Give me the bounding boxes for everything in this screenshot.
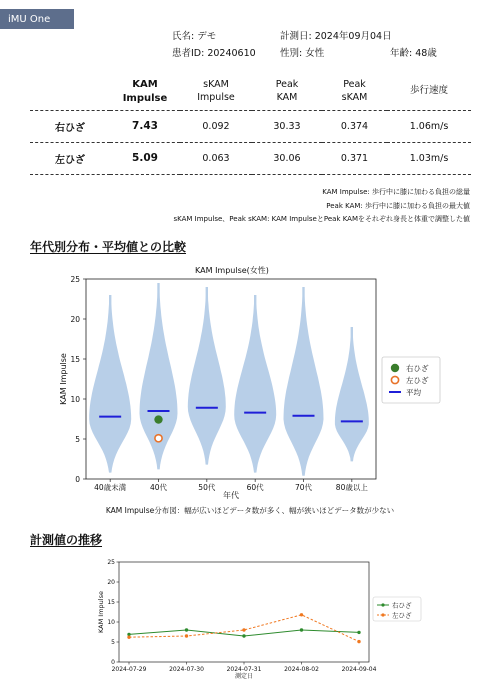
x-axis-label: 測定日 [234, 673, 254, 680]
y-tick-label: 0 [111, 659, 115, 667]
x-tick-label: 60代 [246, 483, 264, 492]
x-axis-label: 年代 [223, 491, 239, 500]
walking-speed-value: 1.06m/s [387, 110, 471, 142]
y-tick-label: 15 [107, 599, 115, 607]
x-tick-label: 80歳以上 [335, 483, 368, 492]
violin-caption: KAM Impulse分布図：幅が広いほどデータ数が多く、幅が狭いほどデータ数が少ない [105, 506, 395, 515]
row-label: 左ひざ [30, 142, 110, 174]
chart-legend [373, 597, 421, 621]
y-axis-label: KAM Impulse [97, 591, 105, 633]
y-tick-label: 20 [70, 314, 80, 324]
section-title-distribution: 年代別分布・平均値との比較 [30, 240, 187, 254]
violin-shape [188, 287, 226, 465]
y-tick-label: 15 [70, 354, 80, 364]
violin-shape [284, 287, 324, 476]
legend-right-knee-marker [391, 364, 399, 372]
skam-impulse-value: 0.092 [180, 110, 252, 142]
measure-date: 計測日: 2024年09月04日 [280, 31, 392, 42]
header-empty [30, 74, 110, 110]
legend-mean-label: 平均 [406, 388, 421, 397]
header-skam-impulse: sKAM Impulse [197, 78, 235, 103]
legend-left-knee-label: 左ひざ [406, 376, 429, 385]
peak-skam-value: 0.374 [322, 110, 387, 142]
peak-kam-value: 30.33 [252, 110, 322, 142]
patient-age: 年齢: 48歳 [390, 48, 437, 59]
trend-line-chart [0, 554, 500, 694]
header-peak-kam: Peak KAM [275, 78, 299, 103]
legend-left-knee-marker [381, 613, 384, 616]
right-knee-point [300, 628, 303, 631]
kam-impulse-value: 5.09 [110, 142, 180, 174]
legend-right-knee-label: 右ひざ [406, 364, 429, 373]
note-skam: sKAM Impulse、Peak sKAM: KAM ImpulseとPeak KAMをそれぞれ身長と体重で調整した値 [173, 215, 470, 223]
table-row-left-knee [30, 142, 471, 174]
section-title-trend: 計測値の推移 [30, 533, 103, 547]
violin-shape [335, 327, 369, 461]
y-tick-label: 5 [111, 639, 115, 647]
walking-speed-value: 1.03m/s [387, 142, 471, 174]
x-tick-label: 2024-09-04 [341, 666, 377, 673]
y-tick-label: 0 [75, 474, 80, 484]
header-kam-impulse: KAM Impulse [122, 79, 168, 104]
x-tick-label: 2024-07-31 [226, 666, 262, 673]
patient-id: 患者ID: 20240610 [172, 48, 256, 59]
violin-chart [0, 262, 500, 537]
chart-title: KAM Impulse(女性) [195, 266, 269, 275]
patient-name: 氏名: デモ [172, 31, 217, 42]
y-tick-label: 25 [70, 274, 80, 284]
note-peak-kam: Peak KAM: 歩行中に膝に加わる負担の最大値 [326, 201, 470, 210]
plot-frame [119, 562, 369, 662]
x-tick-label: 40代 [149, 483, 168, 492]
right-knee-point [242, 634, 245, 637]
definitions-notes [173, 186, 470, 227]
left-knee-point [300, 613, 303, 616]
x-tick-label: 70代 [294, 483, 313, 492]
header-walking-speed: 歩行速度 [409, 85, 448, 97]
note-kam-impulse: KAM Impulse: 歩行中に膝に加わる負担の総量 [322, 188, 470, 196]
left-knee-point [357, 640, 360, 643]
x-tick-label: 2024-07-30 [169, 666, 204, 673]
skam-impulse-value: 0.063 [180, 142, 252, 174]
legend-right-knee-label: 右ひざ [392, 601, 412, 610]
left-knee-point [242, 628, 245, 631]
kam-results-table [30, 74, 471, 175]
violin-shape [89, 295, 131, 473]
legend-left-knee-label: 左ひざ [392, 611, 412, 620]
x-tick-label: 2024-08-02 [284, 666, 319, 673]
violin-shape [234, 295, 276, 473]
plot-frame [86, 279, 376, 479]
kam-impulse-value: 7.43 [110, 110, 180, 142]
patient-sex: 性別: 女性 [280, 48, 325, 59]
legend-left-knee-marker [391, 376, 398, 383]
x-tick-label: 2024-07-29 [111, 666, 147, 673]
imu-one-logo: iMU One [0, 9, 74, 29]
left-knee-point [185, 634, 188, 637]
left-knee-point [155, 435, 162, 442]
y-axis-label: KAM Impulse [59, 353, 68, 405]
y-tick-label: 10 [70, 394, 80, 404]
x-tick-label: 50代 [198, 483, 216, 492]
peak-kam-value: 30.06 [252, 142, 322, 174]
table-header-row [30, 74, 471, 110]
right-knee-point [154, 415, 162, 423]
right-knee-point [185, 628, 188, 631]
right-knee-point [357, 631, 360, 634]
y-tick-label: 5 [75, 434, 80, 444]
x-tick-label: 40歳未満 [94, 483, 127, 492]
row-label: 右ひざ [30, 110, 110, 142]
y-tick-label: 10 [107, 619, 115, 627]
y-tick-label: 20 [107, 579, 115, 587]
header-peak-skam: Peak sKAM [341, 78, 368, 103]
peak-skam-value: 0.371 [322, 142, 387, 174]
legend-right-knee-marker [381, 603, 384, 606]
chart-legend [382, 357, 440, 403]
left-knee-point [127, 636, 130, 639]
y-tick-label: 25 [107, 559, 115, 567]
table-row-right-knee [30, 110, 471, 142]
